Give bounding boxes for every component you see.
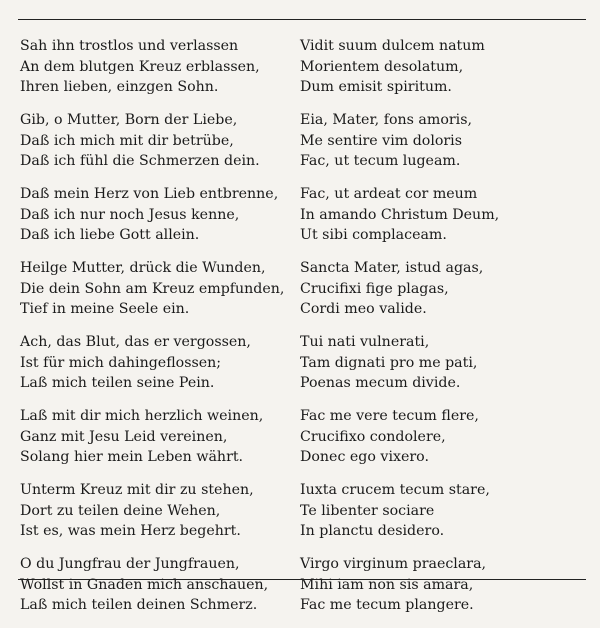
german-stanza <box>20 480 290 542</box>
latin-verse-line: Fac, ut tecum lugeam. <box>300 153 461 169</box>
latin-stanza <box>300 406 590 468</box>
bottom-rule <box>18 579 586 580</box>
german-verse-line: Laß mich teilen seine Pein. <box>20 375 215 391</box>
latin-stanza <box>300 110 590 172</box>
latin-verse-line: In planctu desidero. <box>300 523 445 539</box>
latin-stanza <box>300 554 590 616</box>
german-stanza <box>20 406 290 468</box>
latin-verse-line: Fac, ut ardeat cor meum <box>300 186 478 202</box>
german-verse-line: Die dein Sohn am Kreuz empfunden, <box>20 280 285 297</box>
german-verse-line: Ganz mit Jesu Leid vereinen, <box>20 428 228 445</box>
latin-verse-line: Vidit suum dulcem natum <box>300 38 485 54</box>
latin-stanza <box>300 258 590 320</box>
german-stanza <box>20 184 290 246</box>
latin-verse-line: Crucifixo condolere, <box>300 428 446 445</box>
latin-verse-line: Iuxta crucem tecum stare, <box>300 482 490 498</box>
latin-stanza <box>300 184 590 246</box>
latin-verse-line: Dum emisit spiritum. <box>300 79 452 95</box>
latin-verse-line: Ut sibi complaceam. <box>300 227 447 243</box>
latin-verse-line: Virgo virginum praeclara, <box>300 556 487 572</box>
latin-verse-line: Fac me tecum plangere. <box>300 597 474 613</box>
german-verse-line: Unterm Kreuz mit dir zu stehen, <box>20 482 254 498</box>
german-stanza <box>20 110 290 172</box>
top-rule <box>18 19 586 20</box>
latin-verse-line: In amando Christum Deum, <box>300 206 500 223</box>
latin-verse-line: Mihi iam non sis amara, <box>300 576 474 593</box>
latin-verse-line: Morientem desolatum, <box>300 58 464 75</box>
latin-stanza <box>300 480 590 542</box>
german-stanza <box>20 332 290 394</box>
german-verse-line: Tief in meine Seele ein. <box>20 301 190 317</box>
german-verse-line: Gib, o Mutter, Born der Liebe, <box>20 112 238 128</box>
latin-verse-line: Poenas mecum divide. <box>300 375 461 391</box>
german-column <box>20 36 290 628</box>
latin-verse-line: Sancta Mater, istud agas, <box>300 260 484 276</box>
german-verse-line: Laß mich teilen deinen Schmerz. <box>20 597 258 613</box>
german-verse-line: Daß ich nur noch Jesus kenne, <box>20 206 240 223</box>
latin-verse-line: Cordi meo valide. <box>300 301 427 317</box>
latin-verse-line: Te libenter sociare <box>300 502 435 519</box>
german-verse-line: Heilge Mutter, drück die Wunden, <box>20 260 266 276</box>
german-verse-line: Ihren lieben, einzgen Sohn. <box>20 79 219 95</box>
latin-column <box>300 36 590 628</box>
german-stanza <box>20 258 290 320</box>
german-verse-line: Laß mit dir mich herzlich weinen, <box>20 408 264 424</box>
german-verse-line: Ach, das Blut, das er vergossen, <box>20 334 251 350</box>
latin-stanza <box>300 332 590 394</box>
german-verse-line: Wollst in Gnaden mich anschauen, <box>20 576 269 593</box>
german-verse-line: Solang hier mein Leben währt. <box>20 449 244 465</box>
latin-verse-line: Tam dignati pro me pati, <box>300 354 478 371</box>
german-verse-line: Daß mein Herz von Lieb entbrenne, <box>20 186 279 202</box>
latin-verse-line: Eia, Mater, fons amoris, <box>300 112 472 128</box>
latin-verse-line: Tui nati vulnerati, <box>300 334 430 350</box>
german-verse-line: O du Jungfrau der Jungfrauen, <box>20 556 240 572</box>
german-verse-line: Sah ihn trostlos und verlassen <box>20 38 239 54</box>
german-stanza <box>20 36 290 98</box>
latin-verse-line: Fac me vere tecum flere, <box>300 408 479 424</box>
german-verse-line: Ist für mich dahingeflossen; <box>20 354 222 371</box>
german-stanza <box>20 554 290 616</box>
german-verse-line: Daß ich fühl die Schmerzen dein. <box>20 153 260 169</box>
latin-verse-line: Crucifixi fige plagas, <box>300 280 449 297</box>
latin-verse-line: Donec ego vixero. <box>300 449 429 465</box>
german-verse-line: An dem blutgen Kreuz erblassen, <box>20 58 260 75</box>
latin-stanza <box>300 36 590 98</box>
german-verse-line: Dort zu teilen deine Wehen, <box>20 502 221 519</box>
german-verse-line: Ist es, was mein Herz begehrt. <box>20 523 241 539</box>
german-verse-line: Daß ich mich mit dir betrübe, <box>20 132 234 149</box>
latin-verse-line: Me sentire vim doloris <box>300 132 462 149</box>
german-verse-line: Daß ich liebe Gott allein. <box>20 227 200 243</box>
